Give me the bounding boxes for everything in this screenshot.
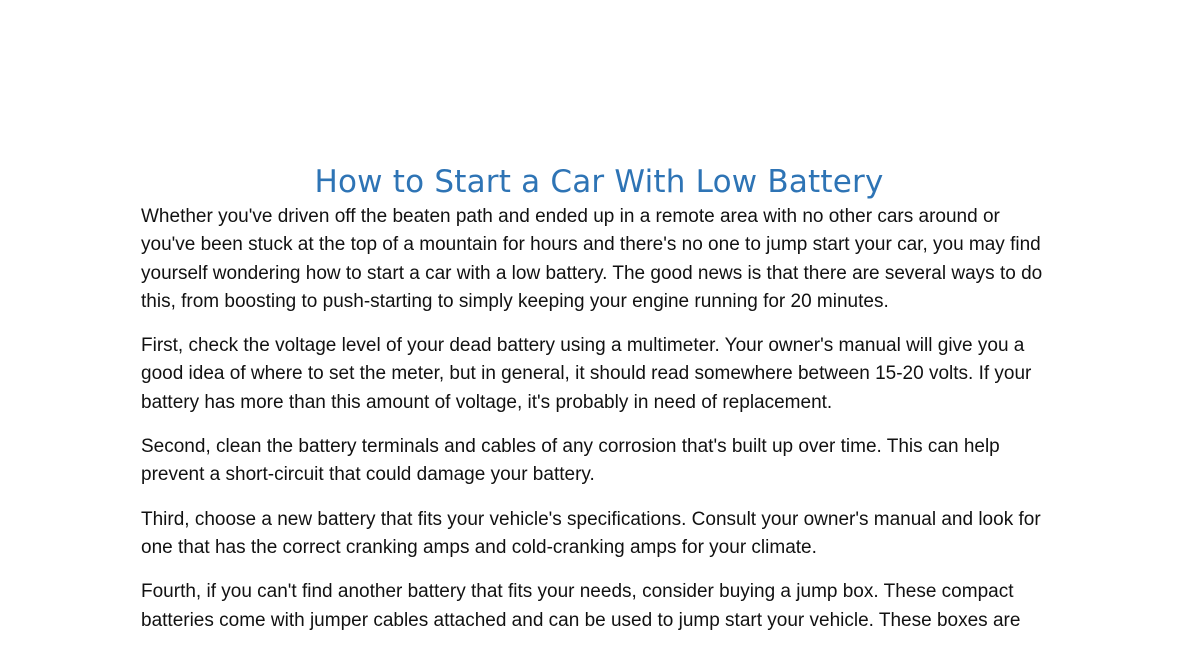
paragraph-1: Whether you've driven off the beaten path and ended up in a remote area with no other cars around or you've been stuck at the top of a mountain for hours and there's no one to jump start your car, you may find yourself wondering how to start a car with a low battery. The good news is that there are several ways to do this, from boosting to push-starting to simply keeping your engine running for 20 minutes. (141, 206, 1043, 312)
paragraph-3: Second, clean the battery terminals and cables of any corrosion that's built up over time. This can help prevent a short-circuit that could damage your battery. (141, 436, 1000, 486)
paragraph-2: First, check the voltage level of your dead battery using a multimeter. Your owner's manual will give you a good idea of where to set the meter, but in general, it should read somewhere between 15-20 volts. If your battery has more than this amount of voltage, it's probably in need of replacement. (141, 335, 1032, 413)
document-title: How to Start a Car With Low Battery (314, 164, 884, 200)
document-body (141, 203, 1059, 651)
paragraph-5: Fourth, if you can't find another battery that fits your needs, consider buying a jump box. These compact batteries come with jumper cables attached and can be used to jump start your vehicle. These boxes are (141, 581, 1021, 631)
paragraph-4: Third, choose a new battery that fits your vehicle's specifications. Consult your owner's manual and look for one that has the correct cranking amps and cold-cranking amps for your climate. (141, 508, 1041, 558)
